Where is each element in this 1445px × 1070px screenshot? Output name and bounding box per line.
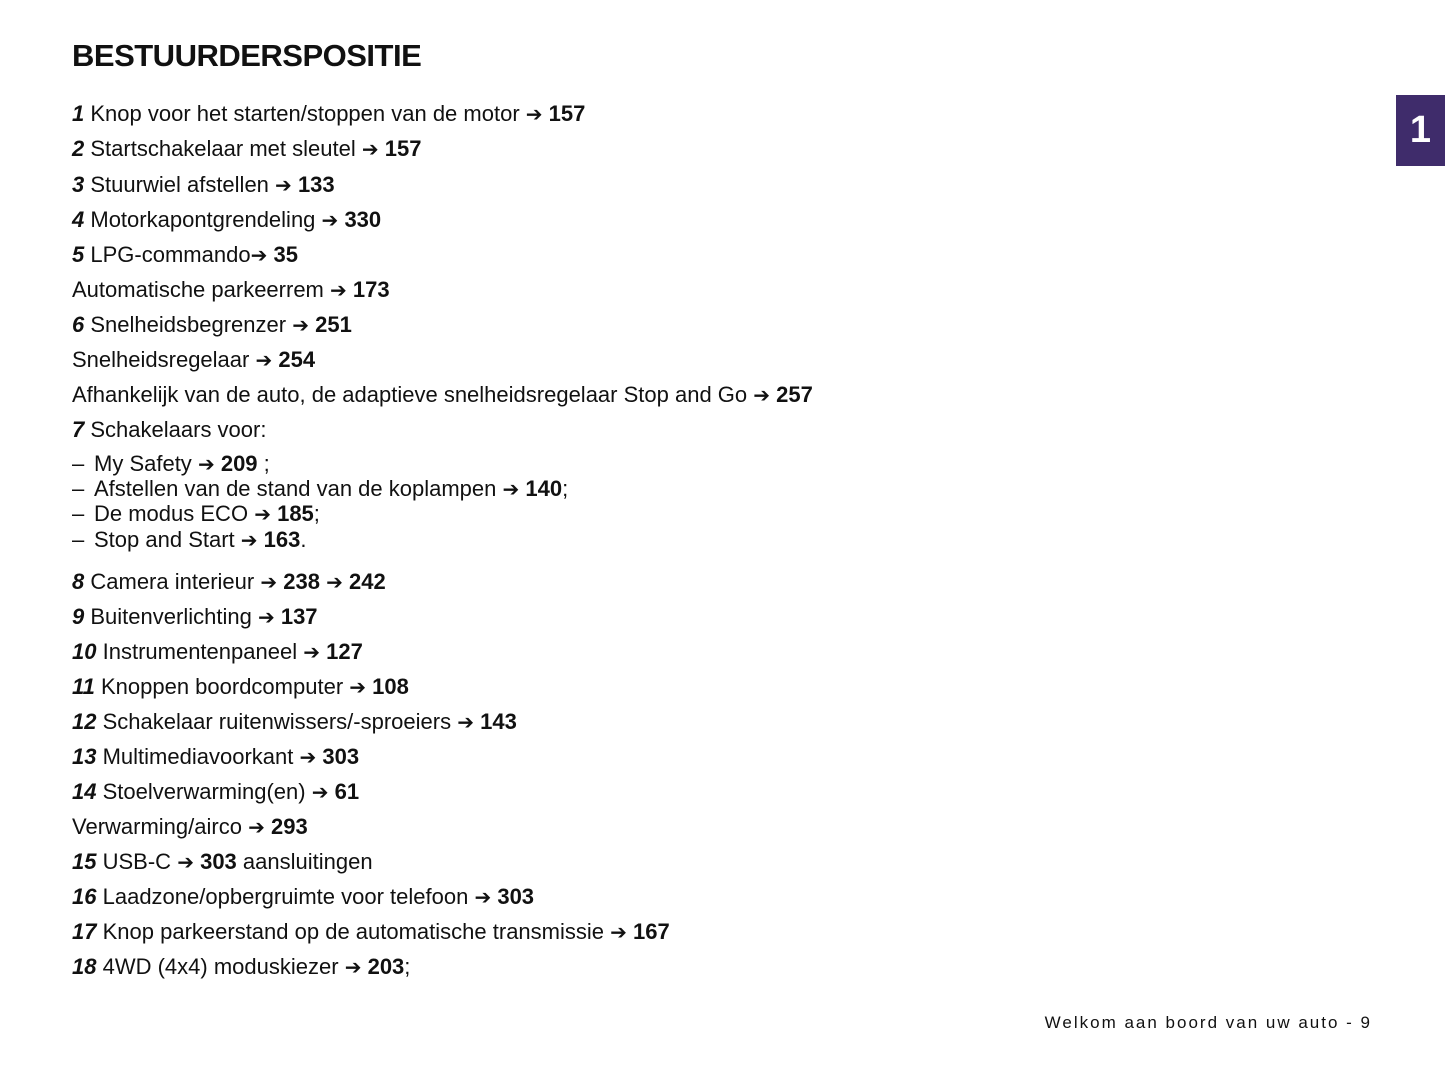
arrow-icon: ➔: [250, 245, 268, 267]
item-number: 5: [72, 242, 85, 267]
sub-list-item: [72, 501, 320, 528]
list-item: [72, 242, 298, 269]
item-number: 12: [72, 709, 97, 734]
arrow-icon: ➔: [275, 175, 292, 197]
item-suffix: .: [300, 527, 307, 552]
item-text: USB-C: [102, 849, 172, 874]
item-number: 17: [72, 919, 97, 944]
item-number: 11: [72, 674, 95, 699]
dash-bullet: –: [72, 451, 85, 476]
page-footer: Welkom aan boord van uw auto - 9: [1044, 1013, 1372, 1032]
page-reference[interactable]: 137: [280, 604, 318, 629]
item-text: Motorkapontgrendeling: [90, 207, 316, 232]
item-text: Schakelaars voor:: [90, 417, 267, 442]
item-number: 9: [72, 604, 85, 629]
arrow-icon: ➔: [457, 712, 474, 734]
list-item: [72, 674, 409, 701]
item-number: 16: [72, 884, 97, 909]
page-title: BESTUURDERSPOSITIE: [72, 38, 422, 73]
item-suffix: ;: [257, 451, 270, 476]
list-item: [72, 569, 386, 596]
item-number: 6: [72, 312, 85, 337]
item-text: Knop voor het starten/stoppen van de motor: [90, 101, 520, 126]
item-number: 7: [72, 417, 85, 442]
item-text: Snelheidsbegrenzer: [90, 312, 287, 337]
list-item: [72, 849, 373, 876]
item-text: Automatische parkeerrem: [72, 277, 324, 302]
arrow-icon: ➔: [474, 887, 492, 909]
item-text: Multimediavoorkant: [102, 744, 294, 769]
page-reference[interactable]: 108: [372, 674, 409, 699]
page-reference[interactable]: 238: [283, 569, 320, 594]
page-reference[interactable]: 330: [344, 207, 382, 232]
item-suffix: ;: [313, 501, 320, 526]
arrow-icon: ➔: [361, 139, 379, 161]
item-text: 4WD (4x4) moduskiezer: [102, 954, 339, 979]
page-reference[interactable]: 163: [263, 527, 301, 552]
arrow-icon: ➔: [240, 530, 258, 552]
item-suffix: aansluitingen: [236, 849, 373, 874]
arrow-icon: ➔: [610, 922, 627, 944]
list-item: [72, 101, 585, 128]
item-text: Schakelaar ruitenwissers/-sproeiers: [102, 709, 452, 734]
arrow-icon: ➔: [254, 504, 271, 526]
dash-bullet: –: [72, 501, 85, 526]
item-number: 10: [72, 639, 97, 664]
item-text: Knoppen boordcomputer: [100, 674, 344, 699]
item-text: Stop and Start: [94, 527, 235, 552]
list-item: [72, 884, 534, 911]
page-reference[interactable]: 303: [497, 884, 535, 909]
arrow-icon: ➔: [311, 782, 329, 804]
item-number: 4: [72, 207, 85, 232]
page-reference[interactable]: 61: [334, 779, 360, 804]
page-reference[interactable]: 303: [322, 744, 360, 769]
item-number: 8: [72, 569, 85, 594]
page-reference[interactable]: 143: [480, 709, 517, 734]
item-text: LPG-commando: [90, 242, 251, 267]
list-item: [72, 639, 363, 666]
item-number: 1: [72, 101, 85, 126]
arrow-icon: ➔: [349, 677, 367, 699]
page-reference[interactable]: 293: [270, 814, 308, 839]
item-text: De modus ECO: [94, 501, 249, 526]
item-number: 2: [72, 136, 85, 161]
page-reference[interactable]: 133: [297, 172, 335, 197]
list-item: [72, 779, 359, 806]
page-reference[interactable]: 254: [278, 347, 316, 372]
list-item: [72, 709, 517, 736]
list-item: [72, 172, 335, 199]
list-item: [72, 919, 670, 946]
item-suffix: ;: [404, 954, 411, 979]
arrow-icon: ➔: [326, 572, 343, 594]
sub-list-item: [72, 451, 270, 478]
item-text: Stoelverwarming(en): [102, 779, 306, 804]
sub-list-item: [72, 527, 307, 554]
page-reference[interactable]: 203: [367, 954, 405, 979]
arrow-icon: ➔: [257, 607, 275, 629]
page-reference[interactable]: 127: [326, 639, 363, 664]
arrow-icon: ➔: [321, 210, 339, 232]
page-reference[interactable]: 251: [315, 312, 352, 337]
list-item: [72, 347, 315, 374]
list-item: [72, 814, 308, 841]
page-reference[interactable]: 185: [277, 501, 314, 526]
arrow-icon: ➔: [255, 350, 273, 372]
item-text: Buitenverlichting: [90, 604, 252, 629]
dash-bullet: –: [72, 476, 85, 501]
list-item: [72, 382, 813, 409]
item-text: Laadzone/opbergruimte voor telefoon: [102, 884, 469, 909]
item-text: Afstellen van de stand van de koplampen: [94, 476, 497, 501]
list-item: [72, 744, 359, 771]
item-text: Afhankelijk van de auto, de adaptieve snelheidsregelaar Stop and Go: [72, 382, 748, 407]
page-reference[interactable]: 167: [633, 919, 670, 944]
arrow-icon: ➔: [303, 642, 320, 664]
item-text: Camera interieur: [90, 569, 255, 594]
arrow-icon: ➔: [292, 315, 309, 337]
item-number: 13: [72, 744, 97, 769]
arrow-icon: ➔: [248, 817, 265, 839]
list-item: [72, 312, 352, 339]
page-reference[interactable]: 209: [220, 451, 258, 476]
list-item: [72, 604, 318, 631]
item-number: 14: [72, 779, 97, 804]
page-reference[interactable]: 157: [548, 101, 586, 126]
item-number: 15: [72, 849, 97, 874]
arrow-icon: ➔: [502, 479, 520, 501]
arrow-icon: ➔: [344, 957, 362, 979]
dash-bullet: –: [72, 527, 85, 552]
list-item: [72, 277, 390, 304]
list-item: [72, 207, 381, 234]
page-reference[interactable]: 257: [776, 382, 813, 407]
arrow-icon: ➔: [753, 385, 771, 407]
item-text: Verwarming/airco: [72, 814, 242, 839]
page-reference[interactable]: 303: [200, 849, 237, 874]
item-text: Stuurwiel afstellen: [90, 172, 269, 197]
arrow-icon: ➔: [197, 454, 215, 476]
item-text: Instrumentenpaneel: [102, 639, 298, 664]
page-reference[interactable]: 157: [384, 136, 422, 161]
arrow-icon: ➔: [330, 280, 347, 302]
sub-list-item: [72, 476, 568, 503]
list-item: [72, 954, 410, 981]
page-reference[interactable]: 242: [348, 569, 386, 594]
item-text: Startschakelaar met sleutel: [90, 136, 356, 161]
arrow-icon: ➔: [260, 572, 278, 594]
list-item: [72, 136, 421, 163]
item-suffix: ;: [562, 476, 569, 501]
chapter-tab: 1: [1396, 95, 1445, 166]
page-reference[interactable]: 140: [525, 476, 563, 501]
arrow-icon: ➔: [525, 104, 543, 126]
item-number: 18: [72, 954, 97, 979]
item-text: Knop parkeerstand op de automatische transmissie: [102, 919, 605, 944]
item-text: Snelheidsregelaar: [72, 347, 250, 372]
list-item: [72, 417, 266, 443]
item-text: My Safety: [94, 451, 192, 476]
page-reference[interactable]: 35: [273, 242, 298, 267]
arrow-icon: ➔: [299, 747, 317, 769]
arrow-icon: ➔: [177, 852, 194, 874]
page-reference[interactable]: 173: [352, 277, 390, 302]
item-number: 3: [72, 172, 85, 197]
